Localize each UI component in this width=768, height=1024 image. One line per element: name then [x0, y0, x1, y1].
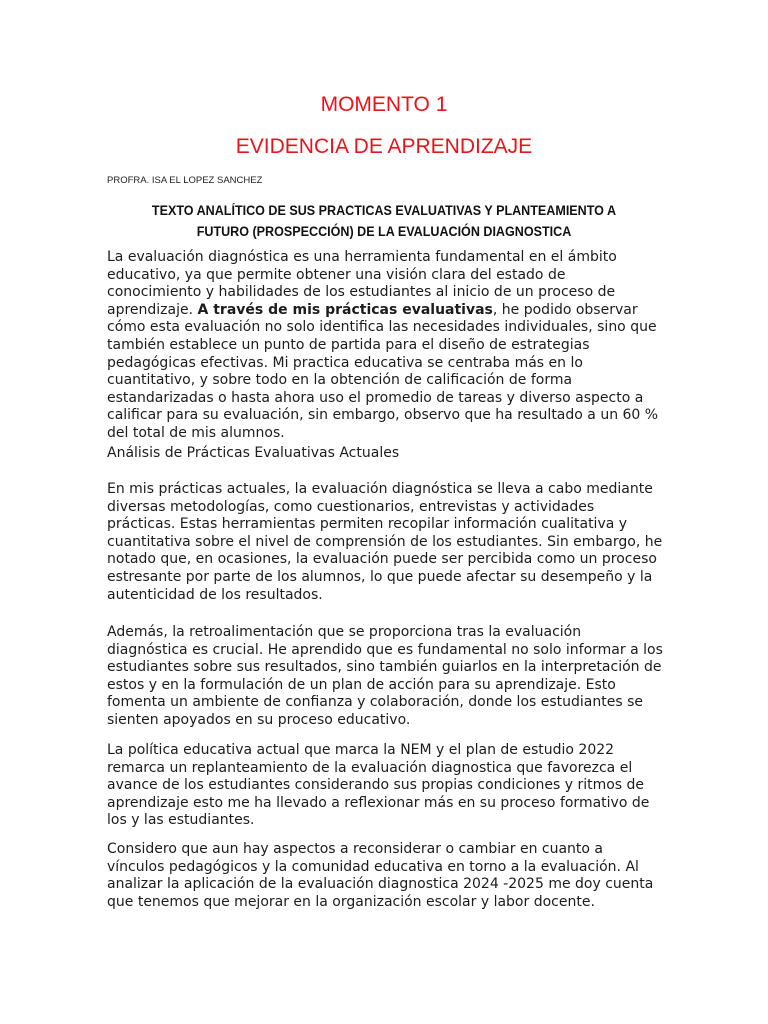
paragraph-intro-end: , he podido observar cómo esta evaluación no solo identifica las necesidades individuales, sino que también establece un punto de partida para el diseño de estrategias pedagógicas efectivas. Mi practica educativa se centraba más en lo cuantitativo, y sobre todo en la obtención de calificación de forma estandarizadas o hasta ahora uso el promedio de tareas y diverso aspecto a calificar para su evaluación, sin embargo, observo que ha resultado a un 60 % del total de mis alumnos. [107, 301, 659, 441]
document-subtitle: TEXTO ANALÍTICO DE SUS PRACTICAS EVALUATIVAS Y PLANTEAMIENTO A FUTURO (PROSPECCIÓN) DE LA EVALUACIÓN DIAGNOSTICA [151, 203, 617, 239]
paragraph-feedback: Además, la retroalimentación que se proporciona tras la evaluación diagnóstica es crucial. He aprendido que es fundamental no solo informar a los estudiantes sobre sus resultados, sino también guiarlos en la interpretación de estos y en la formulación de un plan de acción para su aprendizaje. Esto fomenta un ambiente de confianza y colaboración, donde los estudiantes se sienten apoyados en su proceso educativo. [107, 624, 663, 728]
section-heading: Análisis de Prácticas Evaluativas Actuales [107, 445, 400, 461]
paragraph-intro [107, 249, 663, 443]
paragraph-intro-bold: A través de mis prácticas evaluativas [197, 301, 493, 318]
document-title-secondary: EVIDENCIA DE APRENDIZAJE [235, 135, 533, 158]
document-title: MOMENTO 1 [320, 93, 448, 116]
paragraph-policy: La política educativa actual que marca la NEM y el plan de estudio 2022 remarca un replanteamiento de la evaluación diagnostica que favorezca el avance de los estudiantes considerando sus propias condiciones y ritmos de aprendizaje esto me ha llevado a reflexionar más en su proceso formativo de los y las estudiantes. [107, 742, 650, 829]
paragraph-intro-start: La evaluación diagnóstica es una herramienta fundamental en el ámbito educativo, ya que permite obtener una visión clara del estado de conocimiento y habilidades de los estudiantes al inicio de un proceso de aprendizaje. [107, 249, 617, 318]
author-line: PROFRA. ISA EL LOPEZ SANCHEZ [107, 175, 263, 186]
paragraph-current-practices: En mis prácticas actuales, la evaluación diagnóstica se lleva a cabo mediante diversas metodologías, como cuestionarios, entrevistas y actividades prácticas. Estas herramientas permiten recopilar información cualitativa y cuantitativa sobre el nivel de comprensión de los estudiantes. Sin embargo, he notado que, en ocasiones, la evaluación puede ser percibida como un proceso estresante por parte de los alumnos, lo que puede afectar su desempeño y la autenticidad de los resultados. [107, 481, 663, 603]
paragraph-conclusion: Considero que aun hay aspectos a reconsiderar o cambiar en cuanto a vínculos pedagógicos y la comunidad educativa en torno a la evaluación. Al analizar la aplicación de la evaluación diagnostica 2024 -2025 me doy cuenta que tenemos que mejorar en la organización escolar y labor docente. [107, 841, 654, 910]
